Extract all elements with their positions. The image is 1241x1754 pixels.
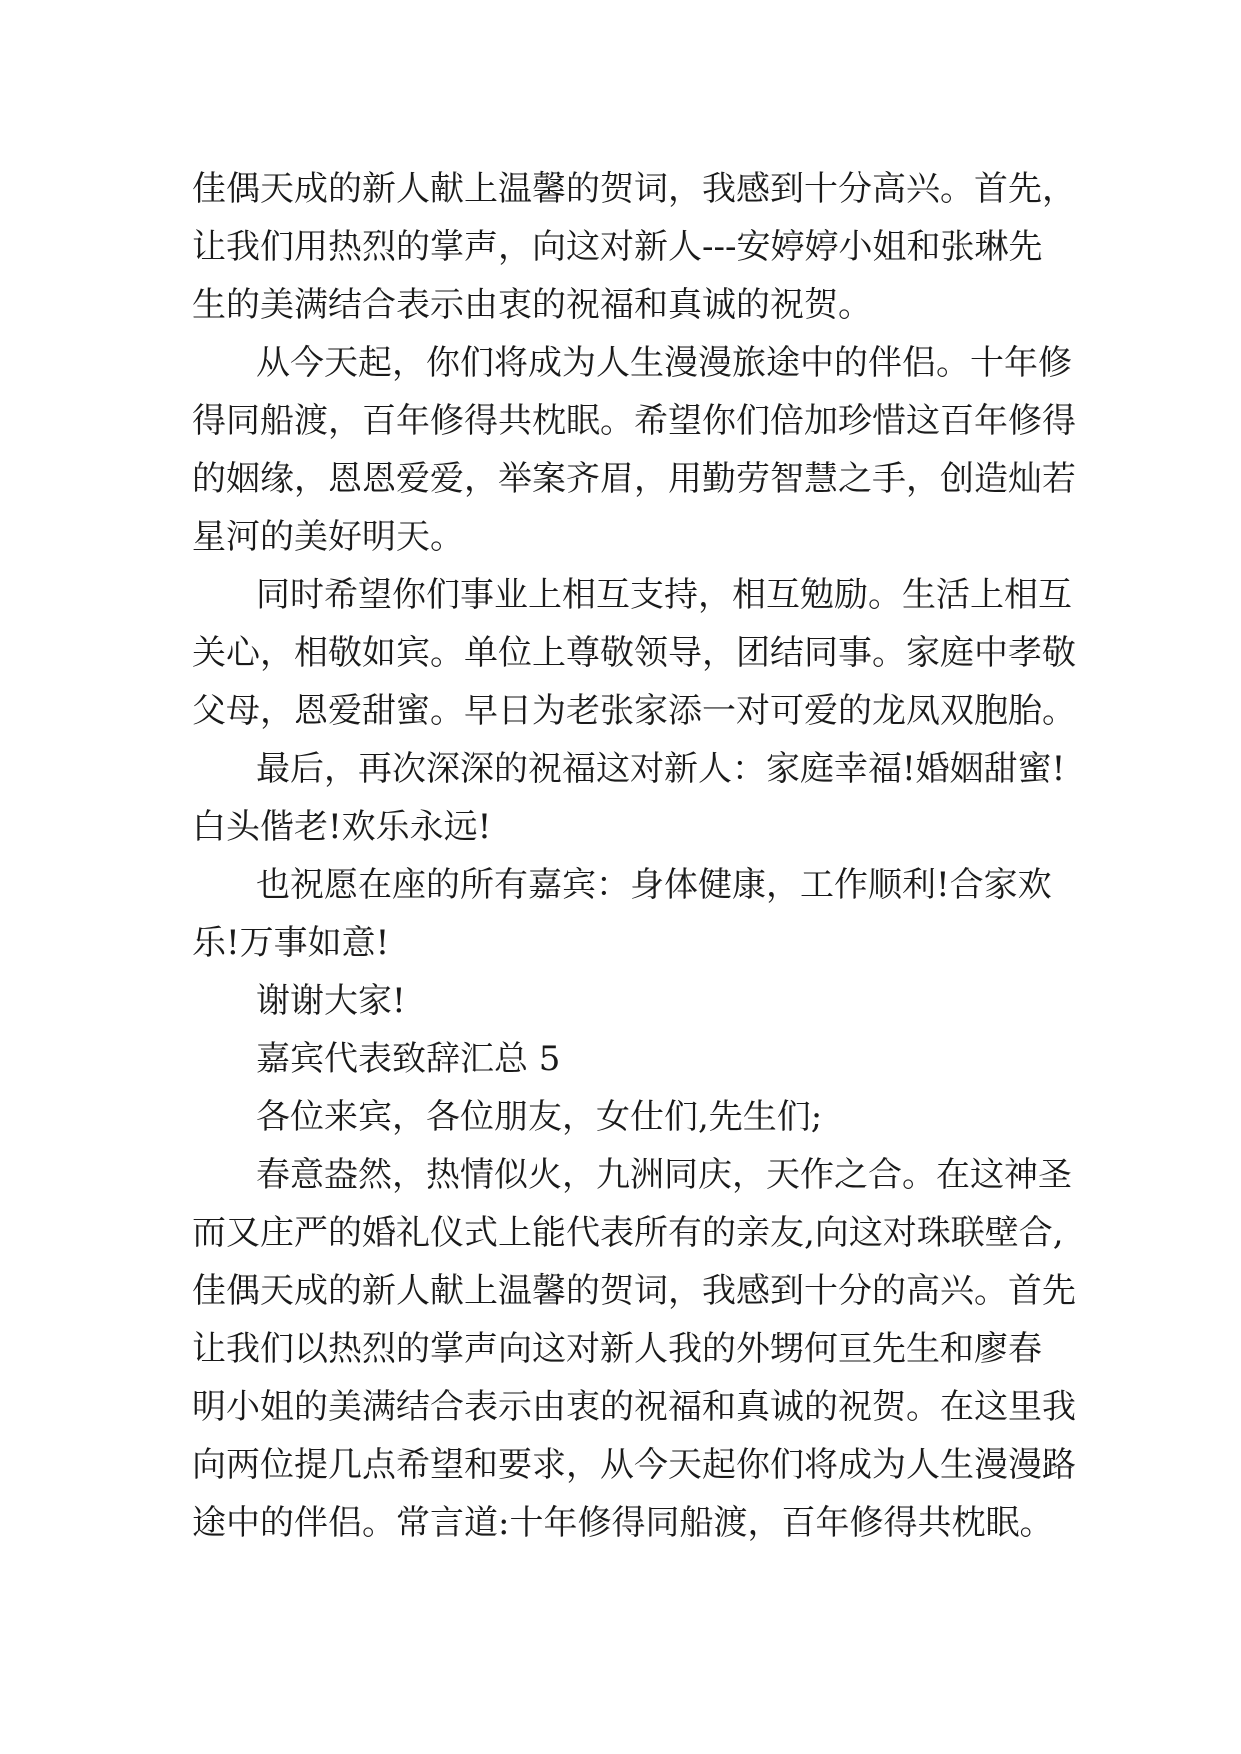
text-line: 父母，恩爱甜蜜。早日为老张家添一对可爱的龙凤双胞胎。 — [192, 691, 1076, 731]
text-line: 让我们以热烈的掌声向这对新人我的外甥何亘先生和廖春 — [192, 1329, 1042, 1369]
text-line: 同时希望你们事业上相互支持，相互勉励。生活上相互 — [256, 575, 1072, 615]
text-line: 从今天起，你们将成为人生漫漫旅途中的伴侣。十年修 — [256, 343, 1072, 383]
text-line: 途中的伴侣。常言道:十年修得同船渡，百年修得共枕眠。 — [192, 1503, 1054, 1543]
text-line: 明小姐的美满结合表示由衷的祝福和真诚的祝贺。在这里我 — [192, 1387, 1076, 1427]
text-line: 也祝愿在座的所有嘉宾：身体健康，工作顺利!合家欢 — [256, 865, 1052, 905]
text-line: 得同船渡，百年修得共枕眠。希望你们倍加珍惜这百年修得 — [192, 401, 1076, 441]
document-body — [192, 160, 1076, 1552]
text-line: 让我们用热烈的掌声，向这对新人---安婷婷小姐和张琳先 — [192, 227, 1043, 267]
text-line: 白头偕老!欢乐永远! — [192, 807, 492, 847]
text-line: 各位来宾，各位朋友，女仕们,先生们; — [256, 1097, 823, 1137]
text-line: 乐!万事如意! — [192, 923, 390, 963]
text-line: 向两位提几点希望和要求，从今天起你们将成为人生漫漫路 — [192, 1445, 1076, 1485]
text-line: 谢谢大家! — [256, 981, 406, 1021]
text-line: 佳偶天成的新人献上温馨的贺词，我感到十分的高兴。首先 — [192, 1271, 1076, 1311]
text-line: 关心，相敬如宾。单位上尊敬领导，团结同事。家庭中孝敬 — [192, 633, 1076, 673]
text-line: 嘉宾代表致辞汇总 5 — [256, 1039, 561, 1079]
text-line: 星河的美好明天。 — [192, 517, 464, 557]
text-line: 佳偶天成的新人献上温馨的贺词，我感到十分高兴。首先， — [192, 169, 1076, 209]
text-line: 春意盎然，热情似火，九洲同庆，天作之合。在这神圣 — [256, 1155, 1072, 1195]
text-line: 生的美满结合表示由衷的祝福和真诚的祝贺。 — [192, 285, 872, 325]
text-line: 而又庄严的婚礼仪式上能代表所有的亲友,向这对珠联壁合, — [192, 1213, 1064, 1253]
text-line: 的姻缘，恩恩爱爱，举案齐眉，用勤劳智慧之手，创造灿若 — [192, 459, 1076, 499]
text-line: 最后，再次深深的祝福这对新人：家庭幸福!婚姻甜蜜! — [256, 749, 1066, 789]
